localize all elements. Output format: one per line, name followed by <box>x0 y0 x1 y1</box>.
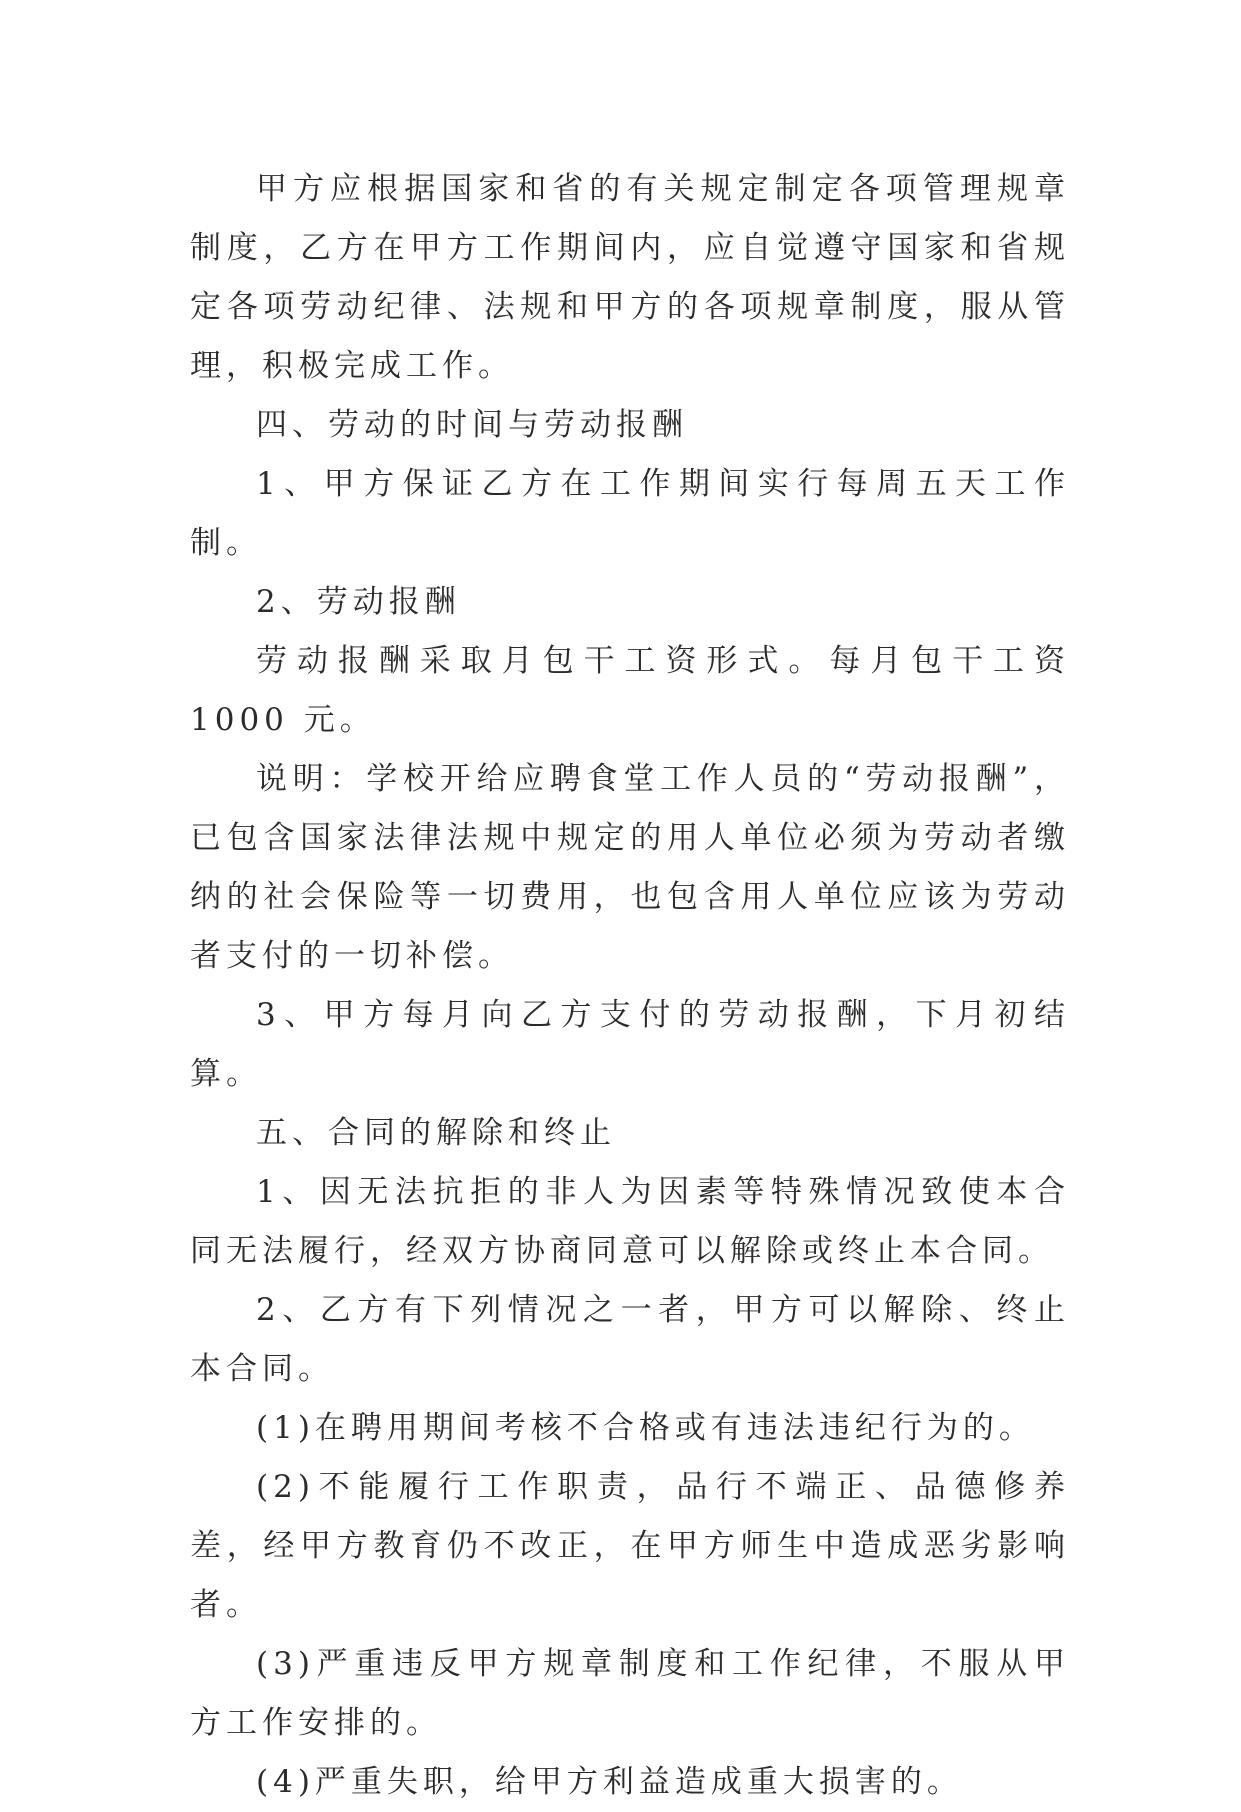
list-item-condition-1: (1)在聘用期间考核不合格或有违法违纪行为的。 <box>256 1410 1035 1446</box>
list-item-condition-2: (2)不能履行工作职责，品行不端正、品德修养差，经甲方教育仍不改正，在甲方师生中造成恶劣影响者。 <box>190 1469 1070 1623</box>
paragraph-termination-conditions: 2、乙方有下列情况之一者，甲方可以解除、终止本合同。 <box>190 1292 1070 1387</box>
paragraph-remuneration-note: 说明：学校开给应聘食堂工作人员的“劳动报酬”，已包含国家法律法规中规定的用人单位必须为劳动者缴纳的社会保险等一切费用，也包含用人单位应该为劳动者支付的一切补偿。 <box>190 761 1070 974</box>
paragraph-force-majeure: 1、因无法抗拒的非人为因素等特殊情况致使本合同无法履行，经双方协商同意可以解除或终止本合同。 <box>190 1174 1070 1269</box>
paragraph-five-day-week: 1、甲方保证乙方在工作期间实行每周五天工作制。 <box>190 466 1070 561</box>
section-heading-termination: 五、合同的解除和终止 <box>256 1115 616 1151</box>
paragraph-monthly-wage: 劳动报酬采取月包干工资形式。每月包干工资 1000 元。 <box>190 643 1070 738</box>
section-heading-working-time-and-pay: 四、劳动的时间与劳动报酬 <box>256 407 688 443</box>
list-item-condition-4: (4)严重失职，给甲方利益造成重大损害的。 <box>256 1764 963 1800</box>
paragraph-rules-compliance: 甲方应根据国家和省的有关规定制定各项管理规章制度，乙方在甲方工作期间内，应自觉遵守国家和省规定各项劳动纪律、法规和甲方的各项规章制度，服从管理，积极完成工作。 <box>190 171 1070 384</box>
subheading-labor-remuneration: 2、劳动报酬 <box>256 584 461 620</box>
paragraph-payment-settlement: 3、甲方每月向乙方支付的劳动报酬，下月初结算。 <box>190 997 1070 1092</box>
document-body <box>190 160 1070 1812</box>
list-item-condition-3: (3)严重违反甲方规章制度和工作纪律，不服从甲方工作安排的。 <box>190 1646 1070 1741</box>
